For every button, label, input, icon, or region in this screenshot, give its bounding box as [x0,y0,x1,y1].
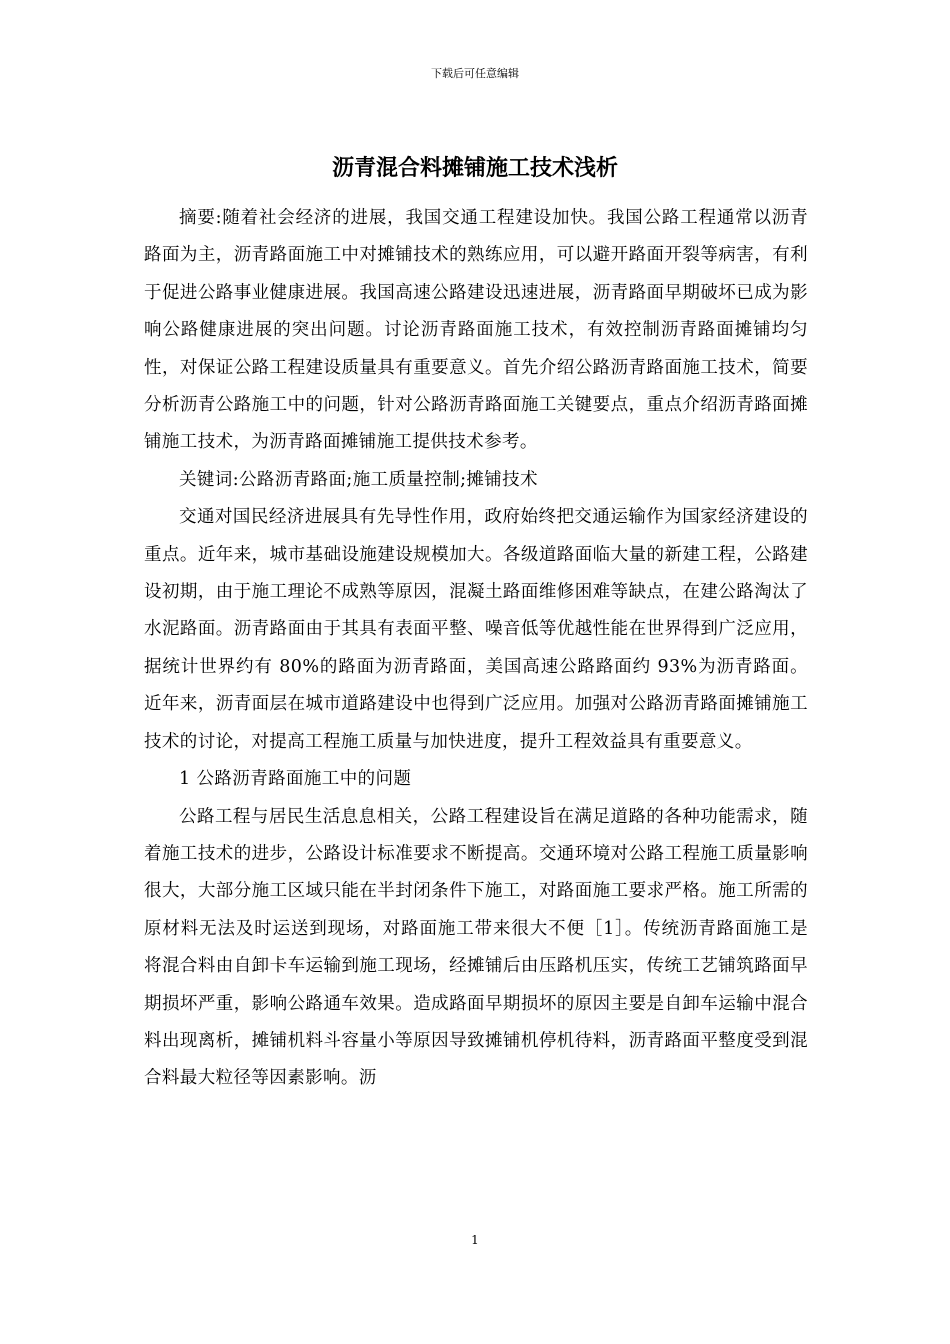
section-heading: 1 公路沥青路面施工中的问题 [179,769,412,790]
abstract-paragraph: 摘要:随着社会经济的进展，我国交通工程建设加快。我国公路工程通常以沥青路面为主，沥青路面施工中对摊铺技术的熟练应用，可以避开路面开裂等病害，有利于促进公路事业健康进展。我国高速公路建设迅速进展，沥青路面早期破坏已成为影响公路健康进展的突出问题。讨论沥青路面施工技术，有效控制沥青路面摊铺均匀性，对保证公路工程建设质量具有重要意义。首先介绍公路沥青路面施工技术，简要分析沥青公路施工中的问题，针对公路沥青路面施工关键要点，重点介绍沥青路面摊铺施工技术，为沥青路面摊铺施工提供技术参考。 [144,208,808,453]
keywords-paragraph: 关键词:公路沥青路面;施工质量控制;摊铺技术 [179,469,538,490]
section-paragraph: 公路工程与居民生活息息相关，公路工程建设旨在满足道路的各种功能需求，随着施工技术的进步，公路设计标准要求不断提高。交通环境对公路工程施工质量影响很大，大部分施工区域只能在半封闭条件下施工，对路面施工要求严格。施工所需的原材料无法及时运送到现场，对路面施工带来很大不便［1］。传统沥青路面施工是将混合料由自卸卡车运输到施工现场，经摊铺后由压路机压实，传统工艺铺筑路面早期损坏严重，影响公路通车效果。造成路面早期损坏的原因主要是自卸车运输中混合料出现离析，摊铺机料斗容量小等原因导致摊铺机停机待料，沥青路面平整度受到混合料最大粒径等因素影响。沥 [144,806,808,1089]
intro-paragraph: 交通对国民经济进展具有先导性作用，政府始终把交通运输作为国家经济建设的重点。近年来，城市基础设施建设规模加大。各级道路面临大量的新建工程，公路建设初期，由于施工理论不成熟等原因，混凝土路面维修困难等缺点，在建公路淘汰了水泥路面。沥青路面由于其具有表面平整、噪音低等优越性能在世界得到广泛应用，据统计世界约有 80%的路面为沥青路面，美国高速公路路面约 93%为沥青路面。近年来，沥青面层在城市道路建设中也得到广泛应用。加强对公路沥青路面摊铺施工技术的讨论，对提高工程施工质量与加快进度，提升工程效益具有重要意义。 [144,507,808,752]
document-title: 沥青混合料摊铺施工技术浅析 [331,156,618,181]
document-body [144,200,808,1098]
header-note: 下载后可任意编辑 [431,67,519,80]
page-number: 1 [471,1233,479,1247]
